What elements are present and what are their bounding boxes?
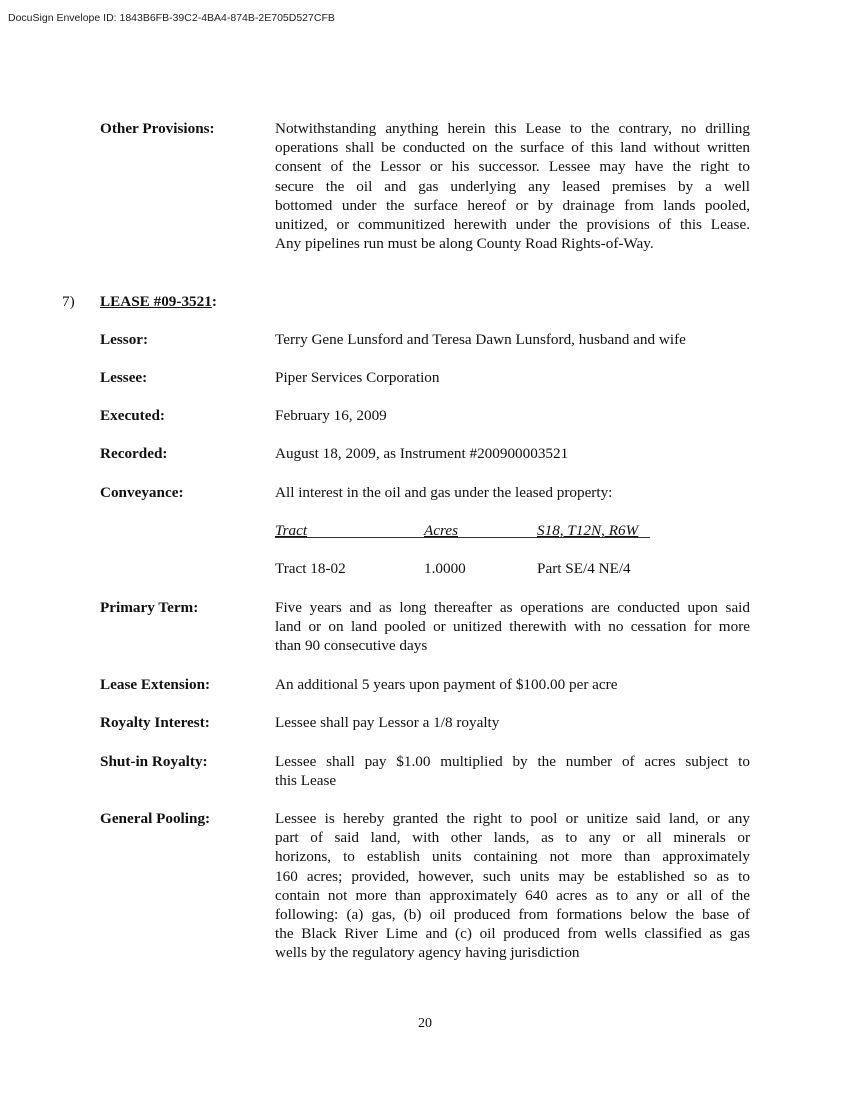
executed-value: February 16, 2009 [275,407,387,424]
lease-extension-label: Lease Extension: [100,676,211,693]
cell-location: Part SE/4 NE/4 [537,560,631,577]
shut-in-royalty-text [275,752,750,790]
page-number: 20 [418,1016,432,1031]
text-line: bottomed under the surface hereof or by drainage from lands pooled, [275,196,750,214]
other-provisions-text [275,119,750,253]
text-line: consent of the Lessor or his successor. Lessee may have the right to [275,158,750,176]
text-line: contain not more than approximately 640 acres as to any or all of the [275,886,750,904]
lease-extension-value: An additional 5 years upon payment of $100.00 per acre [275,676,618,693]
text-line: part of said land, with other lands, as to any or all minerals or [275,829,750,847]
conveyance-value: All interest in the oil and gas under the leased property: [275,484,613,501]
text-line: unitized, or communitized herewith under the provisions of this Lease. [275,215,750,233]
lessor-value: Terry Gene Lunsford and Teresa Dawn Lunsford, husband and wife [275,331,686,348]
conveyance-label: Conveyance: [100,484,184,501]
executed-label: Executed: [100,407,165,424]
lease-title-colon: : [211,293,217,310]
general-pooling-label: General Pooling: [100,810,211,827]
text-line: 160 acres; provided, however, such units may be established so as to [275,867,750,885]
header-acres: Acres [424,522,459,539]
cell-tract: Tract 18-02 [275,560,346,577]
text-line: than 90 consecutive days [275,637,428,655]
text-line: horizons, to establish units containing not more than approximately [275,848,750,866]
text-line: secure the oil and gas underlying any leased premises by a well [275,177,750,195]
text-line: following: (a) gas, (b) oil produced from formations below the base of [275,905,750,923]
other-provisions-label: Other Provisions: [100,120,215,137]
cell-acres: 1.0000 [424,560,466,577]
shut-in-royalty-label: Shut-in Royalty: [100,753,208,770]
text-line: operations shall be conducted on the surface of this land without written [275,139,750,157]
primary-term-text [275,598,750,656]
lessor-label: Lessor: [100,331,149,348]
text-line: Lessee shall pay $1.00 multiplied by the number of acres subject to [275,753,750,770]
text-line: Any pipelines run must be along County Road Rights-of-Way. [275,235,654,253]
text-line: land or on land pooled or unitized therewith with no cessation for more [275,618,750,636]
text-line: Notwithstanding anything herein this Lease to the contrary, no drilling [275,120,750,137]
lease-number: 7) [62,293,75,310]
text-line: this Lease [275,772,337,790]
recorded-label: Recorded: [100,445,168,462]
royalty-interest-value: Lessee shall pay Lessor a 1/8 royalty [275,714,500,731]
recorded-value: August 18, 2009, as Instrument #200900003521 [275,445,569,462]
royalty-interest-label: Royalty Interest: [100,714,210,731]
lease-title: LEASE #09-3521 [100,293,212,310]
text-line: wells by the regulatory agency having jurisdiction [275,944,580,962]
general-pooling-text [275,809,750,963]
primary-term-label: Primary Term: [100,599,199,616]
lessee-label: Lessee: [100,369,148,386]
lessee-value: Piper Services Corporation [275,369,440,386]
text-line: Five years and as long thereafter as operations are conducted upon said [275,599,750,616]
envelope-id: DocuSign Envelope ID: 1843B6FB-39C2-4BA4-874B-2E705D527CFB [8,12,335,24]
text-line: the Black River Lime and (c) oil produced from wells classified as gas [275,925,750,943]
header-tract: Tract [275,522,308,539]
text-line: Lessee is hereby granted the right to pool or unitize said land, or any [275,810,750,827]
header-location: S18, T12N, R6W [537,522,639,539]
